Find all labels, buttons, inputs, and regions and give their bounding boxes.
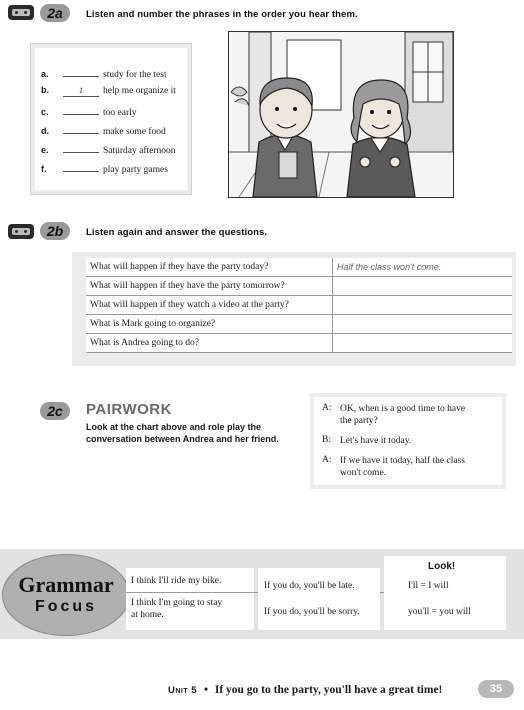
questions-table — [86, 258, 512, 353]
phrase-text: play party games — [103, 165, 168, 175]
pairwork-title: PAIRWORK — [86, 401, 172, 418]
section-2c-badge: 2c — [40, 402, 70, 420]
dialog-speaker: A: — [322, 455, 332, 465]
phrase-item — [41, 85, 176, 99]
dialog-line: OK, when is a good time to have — [340, 404, 466, 414]
grammar-example: If you do, you'll be sorry. — [264, 607, 360, 617]
question-cell: What will happen if they have the party today? — [86, 258, 333, 277]
answer-blank[interactable] — [63, 66, 99, 77]
dialog-line: the party? — [340, 416, 378, 426]
answer-blank[interactable]: 1 — [63, 86, 99, 97]
dialog-box — [310, 393, 506, 489]
question-cell: What will happen if they watch a video at the party? — [86, 296, 333, 315]
answer-blank[interactable] — [63, 123, 99, 134]
answer-cell[interactable] — [333, 315, 513, 334]
answer-blank[interactable] — [63, 161, 99, 172]
phrase-text: Saturday afternoon — [103, 146, 176, 156]
table-row — [86, 258, 512, 277]
questions-table-container — [72, 252, 516, 366]
phrase-letter: b. — [41, 85, 49, 95]
phrase-item — [41, 142, 176, 156]
phrase-text: too early — [103, 108, 137, 118]
question-cell: What will happen if they have the party tomorrow? — [86, 277, 333, 296]
phrase-letter: e. — [41, 145, 49, 155]
phrase-letter: c. — [41, 107, 49, 117]
footer-bullet: • — [203, 684, 208, 696]
pairwork-instruction: Look at the chart above and role play the conversation between Andrea and her friend. — [86, 422, 279, 444]
question-cell: What is Andrea going to do? — [86, 334, 333, 353]
page-footer — [168, 684, 442, 696]
answer-cell[interactable] — [333, 277, 513, 296]
look-header: Look! — [428, 561, 456, 572]
students-drawing — [229, 32, 453, 197]
answer-blank[interactable] — [63, 104, 99, 115]
unit-label: Unit 5 — [168, 685, 198, 696]
answer-cell[interactable] — [333, 334, 513, 353]
phrase-item — [41, 161, 168, 175]
table-row — [86, 296, 512, 315]
section-2b-instruction: Listen again and answer the questions. — [86, 227, 268, 238]
section-2b-badge: 2b — [40, 222, 70, 240]
dialog-line: If we have it today, half the class — [340, 456, 465, 466]
phrase-item — [41, 66, 167, 80]
answer-cell[interactable]: Half the class won't come. — [333, 258, 513, 277]
phrase-text: help me organize it — [103, 86, 176, 96]
section-2a-badge: 2a — [40, 4, 70, 22]
dialog-line: won't come. — [340, 468, 387, 478]
phrase-text: make some food — [103, 127, 166, 137]
dialog-line: Let's have it today. — [340, 436, 412, 446]
page-number: 35 — [478, 680, 514, 698]
grammar-example: If you do, you'll be late. — [264, 581, 355, 591]
students-illustration — [228, 31, 454, 198]
table-row — [86, 277, 512, 296]
question-cell: What is Mark going to organize? — [86, 315, 333, 334]
unit-title: If you go to the party, you'll have a great time! — [214, 684, 443, 696]
grammar-focus-subtitle: Focus — [34, 598, 98, 615]
phrase-text: study for the test — [103, 70, 167, 80]
look-item: I'll = I will — [408, 581, 449, 591]
section-2a-instruction: Listen and number the phrases in the order you hear them. — [86, 9, 358, 20]
grammar-example: at home. — [131, 610, 164, 620]
table-row — [86, 334, 512, 353]
answer-cell[interactable] — [333, 296, 513, 315]
answer-blank[interactable] — [63, 142, 99, 153]
phrase-list-box — [30, 43, 192, 195]
phrase-item — [41, 123, 166, 137]
cassette-icon — [8, 224, 34, 239]
grammar-focus-title: Grammar — [18, 572, 114, 597]
cassette-icon — [8, 5, 34, 20]
grammar-col-2 — [258, 568, 380, 630]
phrase-letter: f. — [41, 164, 47, 174]
dialog-speaker: A: — [322, 403, 332, 413]
dialog-speaker: B: — [322, 435, 331, 445]
look-item: you'll = you will — [408, 607, 471, 617]
phrase-letter: a. — [41, 69, 49, 79]
phrase-letter: d. — [41, 126, 49, 136]
table-row — [86, 315, 512, 334]
grammar-example: I think I'm going to stay — [131, 598, 223, 608]
phrase-item — [41, 104, 137, 118]
grammar-example: I think I'll ride my bike. — [131, 576, 222, 586]
